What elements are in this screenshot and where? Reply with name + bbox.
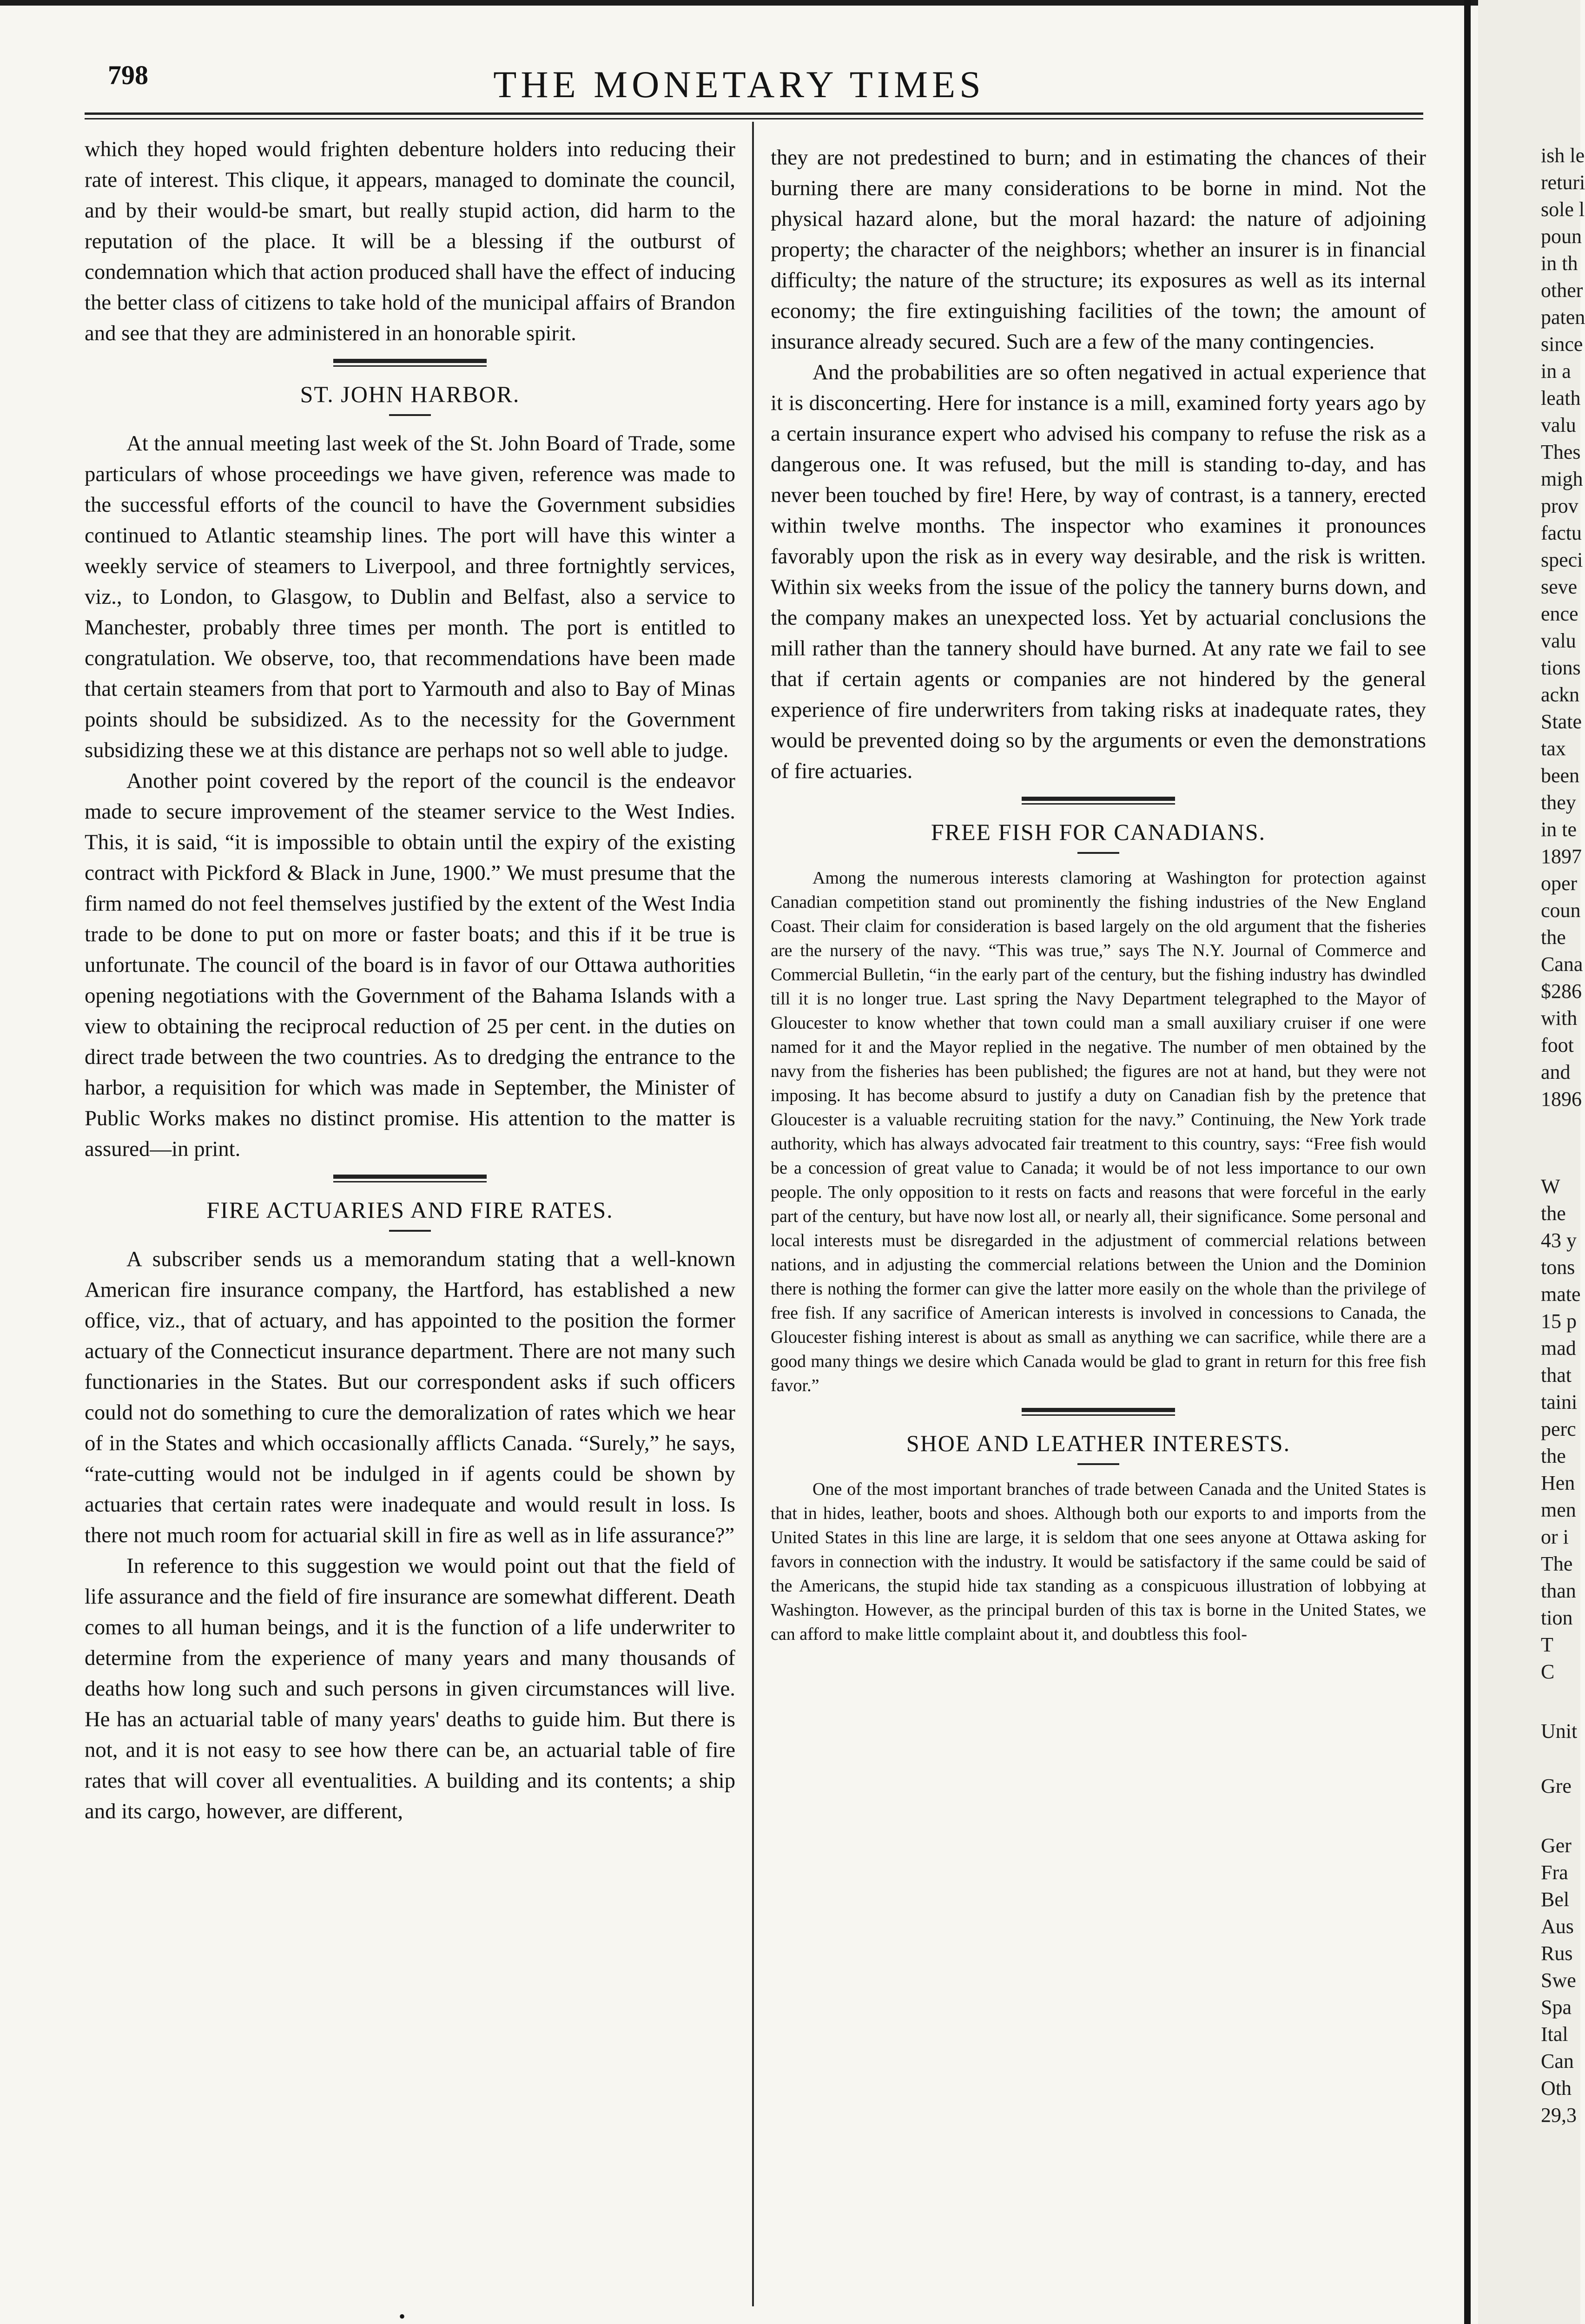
section-separator xyxy=(333,359,487,367)
edge-fragment-text: State xyxy=(1541,710,1582,733)
edge-fragment-text: ence xyxy=(1541,602,1578,625)
edge-fragment-text: since xyxy=(1541,333,1583,356)
page-gutter-line xyxy=(1464,0,1471,2324)
edge-fragment-text: $286 xyxy=(1541,980,1582,1003)
edge-fragment-text: than xyxy=(1541,1579,1576,1602)
edge-fragment-text: prov xyxy=(1541,495,1578,517)
paragraph: which they hoped would frighten debenture holders into reducing their rate of interest. This clique, it appears, managed to dominate the council, and by their would-be smart, but really stupid action, did harm to the reputation of the place. It will be a blessing if the outburst of condemnation which that action produced shall have the effect of inducing the better class of citizens to take hold of the municipal affairs of Brandon and see that they are administered in an honorable spirit. xyxy=(85,137,735,345)
paragraph: Among the numerous interests clamoring at Washington for protection against Canadian competition stand out prominently the fishing industries of the New England Coast. Their claim for consideration is based largely on the old argument that the fisheries are the nursery of the navy. “This was true,” says The N.Y. Journal of Commerce and Commercial Bulletin, “in the early part of the century, but the fishing industry has dwindled till it is no longer true. Last spring the Navy Department telegraphed to the Mayor of Gloucester to know whether that town could man a small auxiliary cruiser if one were named for it and the Mayor replied in the negative. The number of men obtained by the navy from the fisheries has been published; the figures are not at hand, but they were not imposing. It has become absurd to justify a duty on Canadian fish by the pretence that Gloucester is a valuable recruiting station for the navy.” Continuing, the New York trade authority, which has always advocated fair treatment to this country, says: “Free fish would be a concession of great value to Canada; it would be of not less importance to our own people. The only opposition to it rests on facts and reasons that were forceful in the early part of the century, but have now lost all, or nearly all, their significance. Some personal and local interests must be disregarded in the adjustment of commercial relations between nations, and in adjusting the commercial relations between the Union and the Dominion there is nothing the former can give the latter more easily on the whole than the privilege of free fish. If any sacrifice of American interests is involved in concessions to Canada, the Gloucester fishing interest is about as small as anything we can sacrifice, while there are a good many things we desire which Canada would be glad to grant in return for this free fish favor.” xyxy=(771,868,1426,1395)
edge-fragment-text: seve xyxy=(1541,575,1578,598)
edge-fragment-text: Cana xyxy=(1541,953,1583,976)
edge-fragment-text: poun xyxy=(1541,225,1582,248)
section-heading-shoe-leather: SHOE AND LEATHER INTERESTS. xyxy=(906,1430,1291,1456)
edge-fragment-text: been xyxy=(1541,764,1580,787)
edge-fragment-text: Unit xyxy=(1541,1720,1578,1743)
edge-fragment-text: Thes xyxy=(1541,441,1581,463)
edge-fragment-text: or i xyxy=(1541,1525,1569,1548)
edge-fragment-text: ackn xyxy=(1541,683,1580,706)
edge-fragment-text: W xyxy=(1541,1175,1560,1198)
paragraph: In reference to this suggestion we would point out that the field of life assurance and the field of fire insurance are somewhat different. Death comes to all human beings, and it is the function of a life underwriter to determine from the experience of many years and many thousands of deaths how long such and such persons in given circumstances will live. He has an actuarial table of many years' deaths to guide him. But there is not, and it is not easy to see how there can be, an actuarial table of fire rates that will cover all eventualities. A building and its contents; a ship and its cargo, however, are different, xyxy=(85,1554,735,1823)
paragraph: they are not predestined to burn; and in estimating the chances of their burning there are many considerations to be borne in mind. Not the physical hazard alone, but the moral hazard: the nature of adjoining property; the character of the neighbors; whether an insurer is in financial difficulty; the nature of the structure; its exposures as well as its internal economy; the fire extinguishing facilities of the town; the amount of insurance already secured. Such are a few of the many contingencies. xyxy=(771,145,1426,354)
column-left xyxy=(85,134,735,1827)
edge-fragment-text: tons xyxy=(1541,1256,1575,1279)
column-right xyxy=(771,142,1426,1646)
edge-fragment-text: Ger xyxy=(1541,1834,1572,1857)
edge-fragment-text: sole l xyxy=(1541,198,1585,221)
section-separator xyxy=(1022,1408,1175,1416)
edge-fragment-text: 15 p xyxy=(1541,1310,1577,1333)
edge-fragment-text: paten xyxy=(1541,306,1585,329)
printer-dot: • xyxy=(399,2306,406,2324)
top-edge-bar xyxy=(0,0,1478,6)
heading-rule xyxy=(389,1230,431,1232)
edge-fragment-text: they xyxy=(1541,791,1576,814)
edge-fragment-text: migh xyxy=(1541,468,1583,490)
edge-fragment-text: the xyxy=(1541,1202,1566,1225)
edge-fragment-text: in te xyxy=(1541,818,1577,841)
masthead-title: THE MONETARY TIMES xyxy=(493,63,985,106)
masthead-rule xyxy=(85,112,1423,119)
edge-fragment-text: Bel xyxy=(1541,1888,1570,1911)
edge-fragment-text: The xyxy=(1541,1552,1573,1575)
section-separator xyxy=(333,1175,487,1182)
edge-fragment-text: tax xyxy=(1541,737,1566,760)
heading-rule xyxy=(1077,1463,1119,1465)
edge-fragment-text: the xyxy=(1541,1445,1566,1467)
edge-fragment-text: Gre xyxy=(1541,1775,1572,1797)
edge-fragment-text: tion xyxy=(1541,1606,1573,1629)
edge-fragment-text: mad xyxy=(1541,1337,1576,1360)
edge-fragment-text: Can xyxy=(1541,2050,1574,2073)
edge-fragment-text: tions xyxy=(1541,656,1581,679)
edge-fragment-text: in th xyxy=(1541,252,1578,275)
edge-fragment-text: Rus xyxy=(1541,1942,1573,1965)
edge-fragment-text: 43 y xyxy=(1541,1229,1577,1252)
edge-fragment-text: 1896 xyxy=(1541,1088,1582,1110)
edge-fragment-text: ish le xyxy=(1541,144,1585,167)
section-heading-st-john: ST. JOHN HARBOR. xyxy=(300,381,520,407)
paragraph: And the probabilities are so often negatived in actual experience that it is disconcerting. Here for instance is a mill, examined forty years ago by a certain insurance expert who advised his company to refuse the risk as a dangerous one. It was refused, but the mill is standing to-day, and has never been touched by fire! Here, by way of contrast, is a tannery, erected within twelve months. The inspector who examines it pronounces favorably upon the risk as in every way desirable, and the risk is written. Within six weeks from the issue of the policy the tannery burns down, and the company makes an unexpected loss. Yet by actuarial conclusions the mill rather than the tannery should have burned. At any rate we fail to see that if certain agents or companies are not hindered by the general experience of fire underwriters from taking risks at inadequate rates, they would be prevented doing so by the arguments or even the demonstrations of fire actuaries. xyxy=(771,360,1426,783)
edge-fragment-text: Aus xyxy=(1541,1915,1574,1938)
edge-fragment-text: T xyxy=(1541,1633,1553,1656)
edge-fragment-text: 1897 xyxy=(1541,845,1582,868)
edge-fragment-text: mate xyxy=(1541,1283,1581,1306)
edge-fragment-text: and xyxy=(1541,1061,1571,1083)
section-heading-fire-actuaries: FIRE ACTUARIES AND FIRE RATES. xyxy=(206,1197,614,1223)
edge-fragment-text: returi xyxy=(1541,171,1585,194)
edge-fragment-text: Spa xyxy=(1541,1996,1572,2019)
edge-fragment-text: Fra xyxy=(1541,1861,1568,1884)
edge-fragment-text: Ital xyxy=(1541,2023,1568,2046)
paragraph: One of the most important branches of trade between Canada and the United States is that in hides, leather, boots and shoes. Although both our exports to and imports from the United States in this line are large, it is seldom that one sees anyone at Ottawa asking for favors in connection with the industry. It would be satisfactory if the same could be said of the Americans, the stupid hide tax standing as a conspicuous illustration of lobbying at Washington. However, as the principal burden of this tax is borne in the United States, we can afford to make little complaint about it, and doubtless this fool- xyxy=(771,1479,1426,1644)
edge-fragment-text: the xyxy=(1541,926,1566,949)
edge-fragment-text: in a xyxy=(1541,360,1571,383)
paragraph: At the annual meeting last week of the St. John Board of Trade, some particulars of whose proceedings we have given, reference was made to the successful efforts of the council to have the Government subsidies continued to Atlantic steamship lines. The port will have this winter a weekly service of steamers to Liverpool, and three fortnightly services, viz., to London, to Glasgow, to Dublin and Belfast, also a service to Manchester, probably three times per month. The port is entitled to congratulation. We observe, too, that recommendations have been made that certain steamers from that port to Yarmouth and also to Bay of Minas points should be subsidized. As to the necessity for the Government subsidizing these we at this distance are perhaps not so well able to judge. xyxy=(85,431,735,762)
edge-fragment-text: Swe xyxy=(1541,1969,1576,1992)
edge-fragment-text: perc xyxy=(1541,1418,1576,1440)
edge-fragment-text: Hen xyxy=(1541,1472,1575,1494)
edge-fragment-text: speci xyxy=(1541,548,1583,571)
edge-fragment-text: 29,3 xyxy=(1541,2104,1577,2126)
paragraph: Another point covered by the report of the council is the endeavor made to secure improvement of the steamer service to the West Indies. This, it is said, “it is impossible to obtain until the expiry of the existing contract with Pickford & Black in June, 1900.” We must presume that the firm named do not feel themselves justified by the extent of the West India trade to be done to put on more or faster boats; and this if it be true is unfortunate. The council of the board is in favor of our Ottawa authorities opening negotiations with the Government of the Bahama Islands with a view to obtaining the reciprocal reduction of 25 per cent. in the duties on direct trade between the two countries. As to dredging the entrance to the harbor, a requisition for which was made in September, the Minister of Public Works makes no distinct promise. His attention to the matter is assured—in print. xyxy=(85,769,735,1161)
edge-fragment-text: taini xyxy=(1541,1391,1578,1413)
edge-fragment-text: valu xyxy=(1541,629,1576,652)
edge-fragment-text: coun xyxy=(1541,899,1581,922)
edge-fragment-text: other xyxy=(1541,279,1583,302)
paragraph: A subscriber sends us a memorandum stating that a well-known American fire insurance company, the Hartford, has established a new office, viz., that of actuary, and has appointed to the position the former actuary of the Connecticut insurance department. There are not many such functionaries in the States. But our correspondent asks if such officers could not do something to cure the demoralization of rates which we hear of in the States and which occasionally afflicts Canada. “Surely,” he says, “rate-cutting would not be indulged in if agents could be shown by actuaries that certain rates were inadequate and would result in loss. Is there not much room for actuarial skill in fire as well as in life assurance?” xyxy=(85,1247,735,1547)
edge-fragment-text: with xyxy=(1541,1007,1578,1030)
edge-fragment-text: valu xyxy=(1541,414,1576,436)
edge-fragment-text: C xyxy=(1541,1660,1555,1683)
page-number: 798 xyxy=(108,60,148,90)
heading-rule xyxy=(389,414,431,416)
column-divider xyxy=(752,122,754,2306)
section-separator xyxy=(1022,797,1175,805)
section-heading-free-fish: FREE FISH FOR CANADIANS. xyxy=(931,819,1266,845)
edge-fragment-text: Oth xyxy=(1541,2077,1572,2100)
edge-fragment-text: factu xyxy=(1541,522,1582,544)
edge-fragment-text: men xyxy=(1541,1499,1576,1521)
edge-fragment-text: that xyxy=(1541,1364,1572,1386)
edge-fragment-text: leath xyxy=(1541,387,1581,409)
edge-fragment-text: foot xyxy=(1541,1034,1574,1056)
edge-fragment-text: oper xyxy=(1541,872,1578,895)
heading-rule xyxy=(1077,852,1119,854)
